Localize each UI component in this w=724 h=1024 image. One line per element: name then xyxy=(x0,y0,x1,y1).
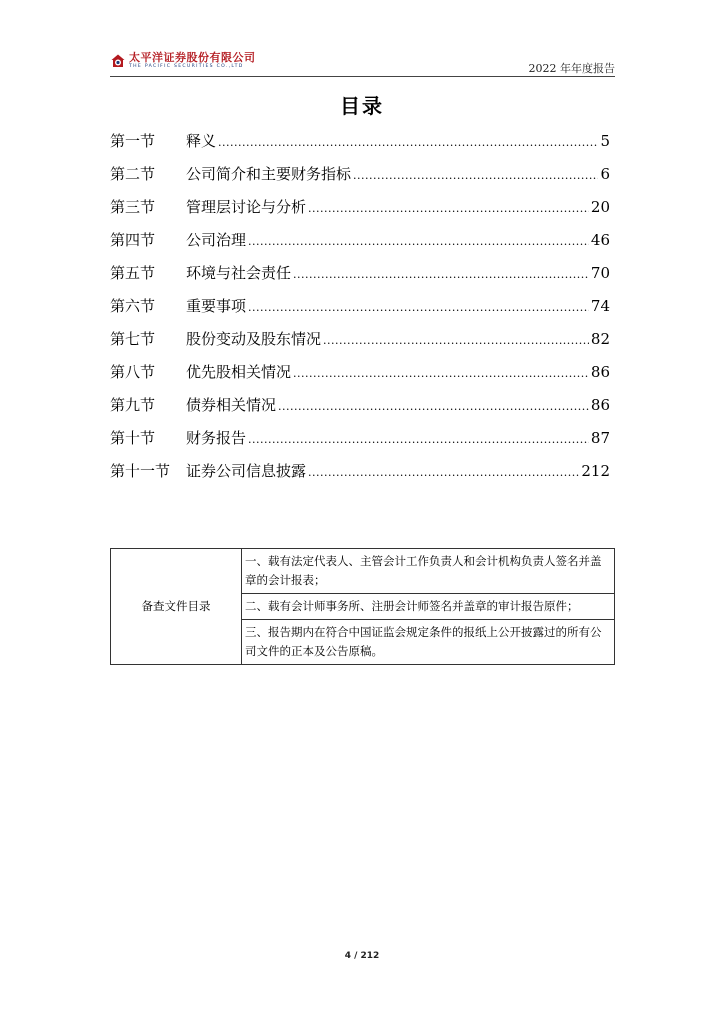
page-header xyxy=(110,50,615,77)
toc-page-number: 20 xyxy=(590,198,610,216)
page-number-footer: 4 / 212 xyxy=(344,951,380,961)
toc-entry[interactable] xyxy=(110,394,610,427)
toc-entry[interactable] xyxy=(110,361,610,394)
toc-dot-leader xyxy=(248,429,589,451)
toc-dot-leader xyxy=(293,363,589,385)
toc-entry[interactable] xyxy=(110,196,610,229)
reference-document-item: 一、载有法定代表人、主管会计工作负责人和会计机构负责人签名并盖章的会计报表； xyxy=(242,549,615,594)
reference-document-item: 二、载有会计师事务所、注册会计师签名并盖章的审计报告原件； xyxy=(242,594,615,620)
toc-dot-leader xyxy=(308,198,589,220)
toc-section-title: 释义 xyxy=(186,132,217,150)
toc-entry[interactable] xyxy=(110,460,610,493)
toc-section-number: 第三节 xyxy=(110,198,156,216)
toc-page-number: 5 xyxy=(600,132,610,150)
toc-dot-leader xyxy=(293,264,589,286)
toc-page-number: 6 xyxy=(600,165,610,183)
toc-dot-leader xyxy=(308,462,579,484)
toc-section-title: 证券公司信息披露 xyxy=(186,462,307,480)
toc-dot-leader xyxy=(323,330,589,352)
company-logo xyxy=(110,52,256,70)
toc-dot-leader xyxy=(353,165,598,187)
toc-page-number: 70 xyxy=(590,264,610,282)
toc-section-title: 管理层讨论与分析 xyxy=(186,198,307,216)
company-name-en: THE PACIFIC SECURITIES CO.,LTD xyxy=(129,64,244,69)
toc-section-title: 公司治理 xyxy=(186,231,247,249)
toc-section-title: 公司简介和主要财务指标 xyxy=(186,165,352,183)
reference-document-item: 三、报告期内在符合中国证监会规定条件的报纸上公开披露过的所有公司文件的正本及公告原稿。 xyxy=(242,620,615,665)
report-title: 2022 年年度报告 xyxy=(528,62,615,75)
toc-section-title: 股份变动及股东情况 xyxy=(186,330,322,348)
toc-section-title: 财务报告 xyxy=(186,429,247,447)
toc-section-number: 第五节 xyxy=(110,264,156,282)
toc-entry[interactable] xyxy=(110,427,610,460)
toc-page-number: 86 xyxy=(590,396,610,414)
toc-section-title: 优先股相关情况 xyxy=(186,363,292,381)
toc-section-number: 第九节 xyxy=(110,396,156,414)
table-of-contents xyxy=(110,130,610,493)
toc-entry[interactable] xyxy=(110,262,610,295)
reference-documents-label: 备查文件目录 xyxy=(111,549,242,665)
toc-section-number: 第六节 xyxy=(110,297,156,315)
toc-section-number: 第十节 xyxy=(110,429,156,447)
toc-section-number: 第一节 xyxy=(110,132,156,150)
toc-page-number: 82 xyxy=(590,330,610,348)
page-title: 目录 xyxy=(340,94,384,118)
toc-section-title: 债券相关情况 xyxy=(186,396,277,414)
toc-section-title: 环境与社会责任 xyxy=(186,264,292,282)
toc-section-number: 第七节 xyxy=(110,330,156,348)
toc-entry[interactable] xyxy=(110,130,610,163)
toc-dot-leader xyxy=(218,132,598,154)
toc-section-number: 第二节 xyxy=(110,165,156,183)
toc-section-number: 第四节 xyxy=(110,231,156,249)
toc-entry[interactable] xyxy=(110,328,610,361)
toc-page-number: 86 xyxy=(590,363,610,381)
toc-entry[interactable] xyxy=(110,229,610,262)
toc-entry[interactable] xyxy=(110,163,610,196)
toc-dot-leader xyxy=(248,297,589,319)
toc-page-number: 87 xyxy=(590,429,610,447)
toc-entry[interactable] xyxy=(110,295,610,328)
toc-page-number: 46 xyxy=(590,231,610,249)
company-name-cn: 太平洋证券股份有限公司 xyxy=(129,51,256,64)
toc-page-number: 212 xyxy=(581,462,610,480)
toc-page-number: 74 xyxy=(590,297,610,315)
pacific-securities-logo-icon xyxy=(110,53,126,69)
toc-dot-leader xyxy=(278,396,589,418)
toc-section-title: 重要事项 xyxy=(186,297,247,315)
toc-section-number: 第十一节 xyxy=(110,462,171,480)
reference-documents-table xyxy=(110,548,615,665)
toc-section-number: 第八节 xyxy=(110,363,156,381)
toc-dot-leader xyxy=(248,231,589,253)
